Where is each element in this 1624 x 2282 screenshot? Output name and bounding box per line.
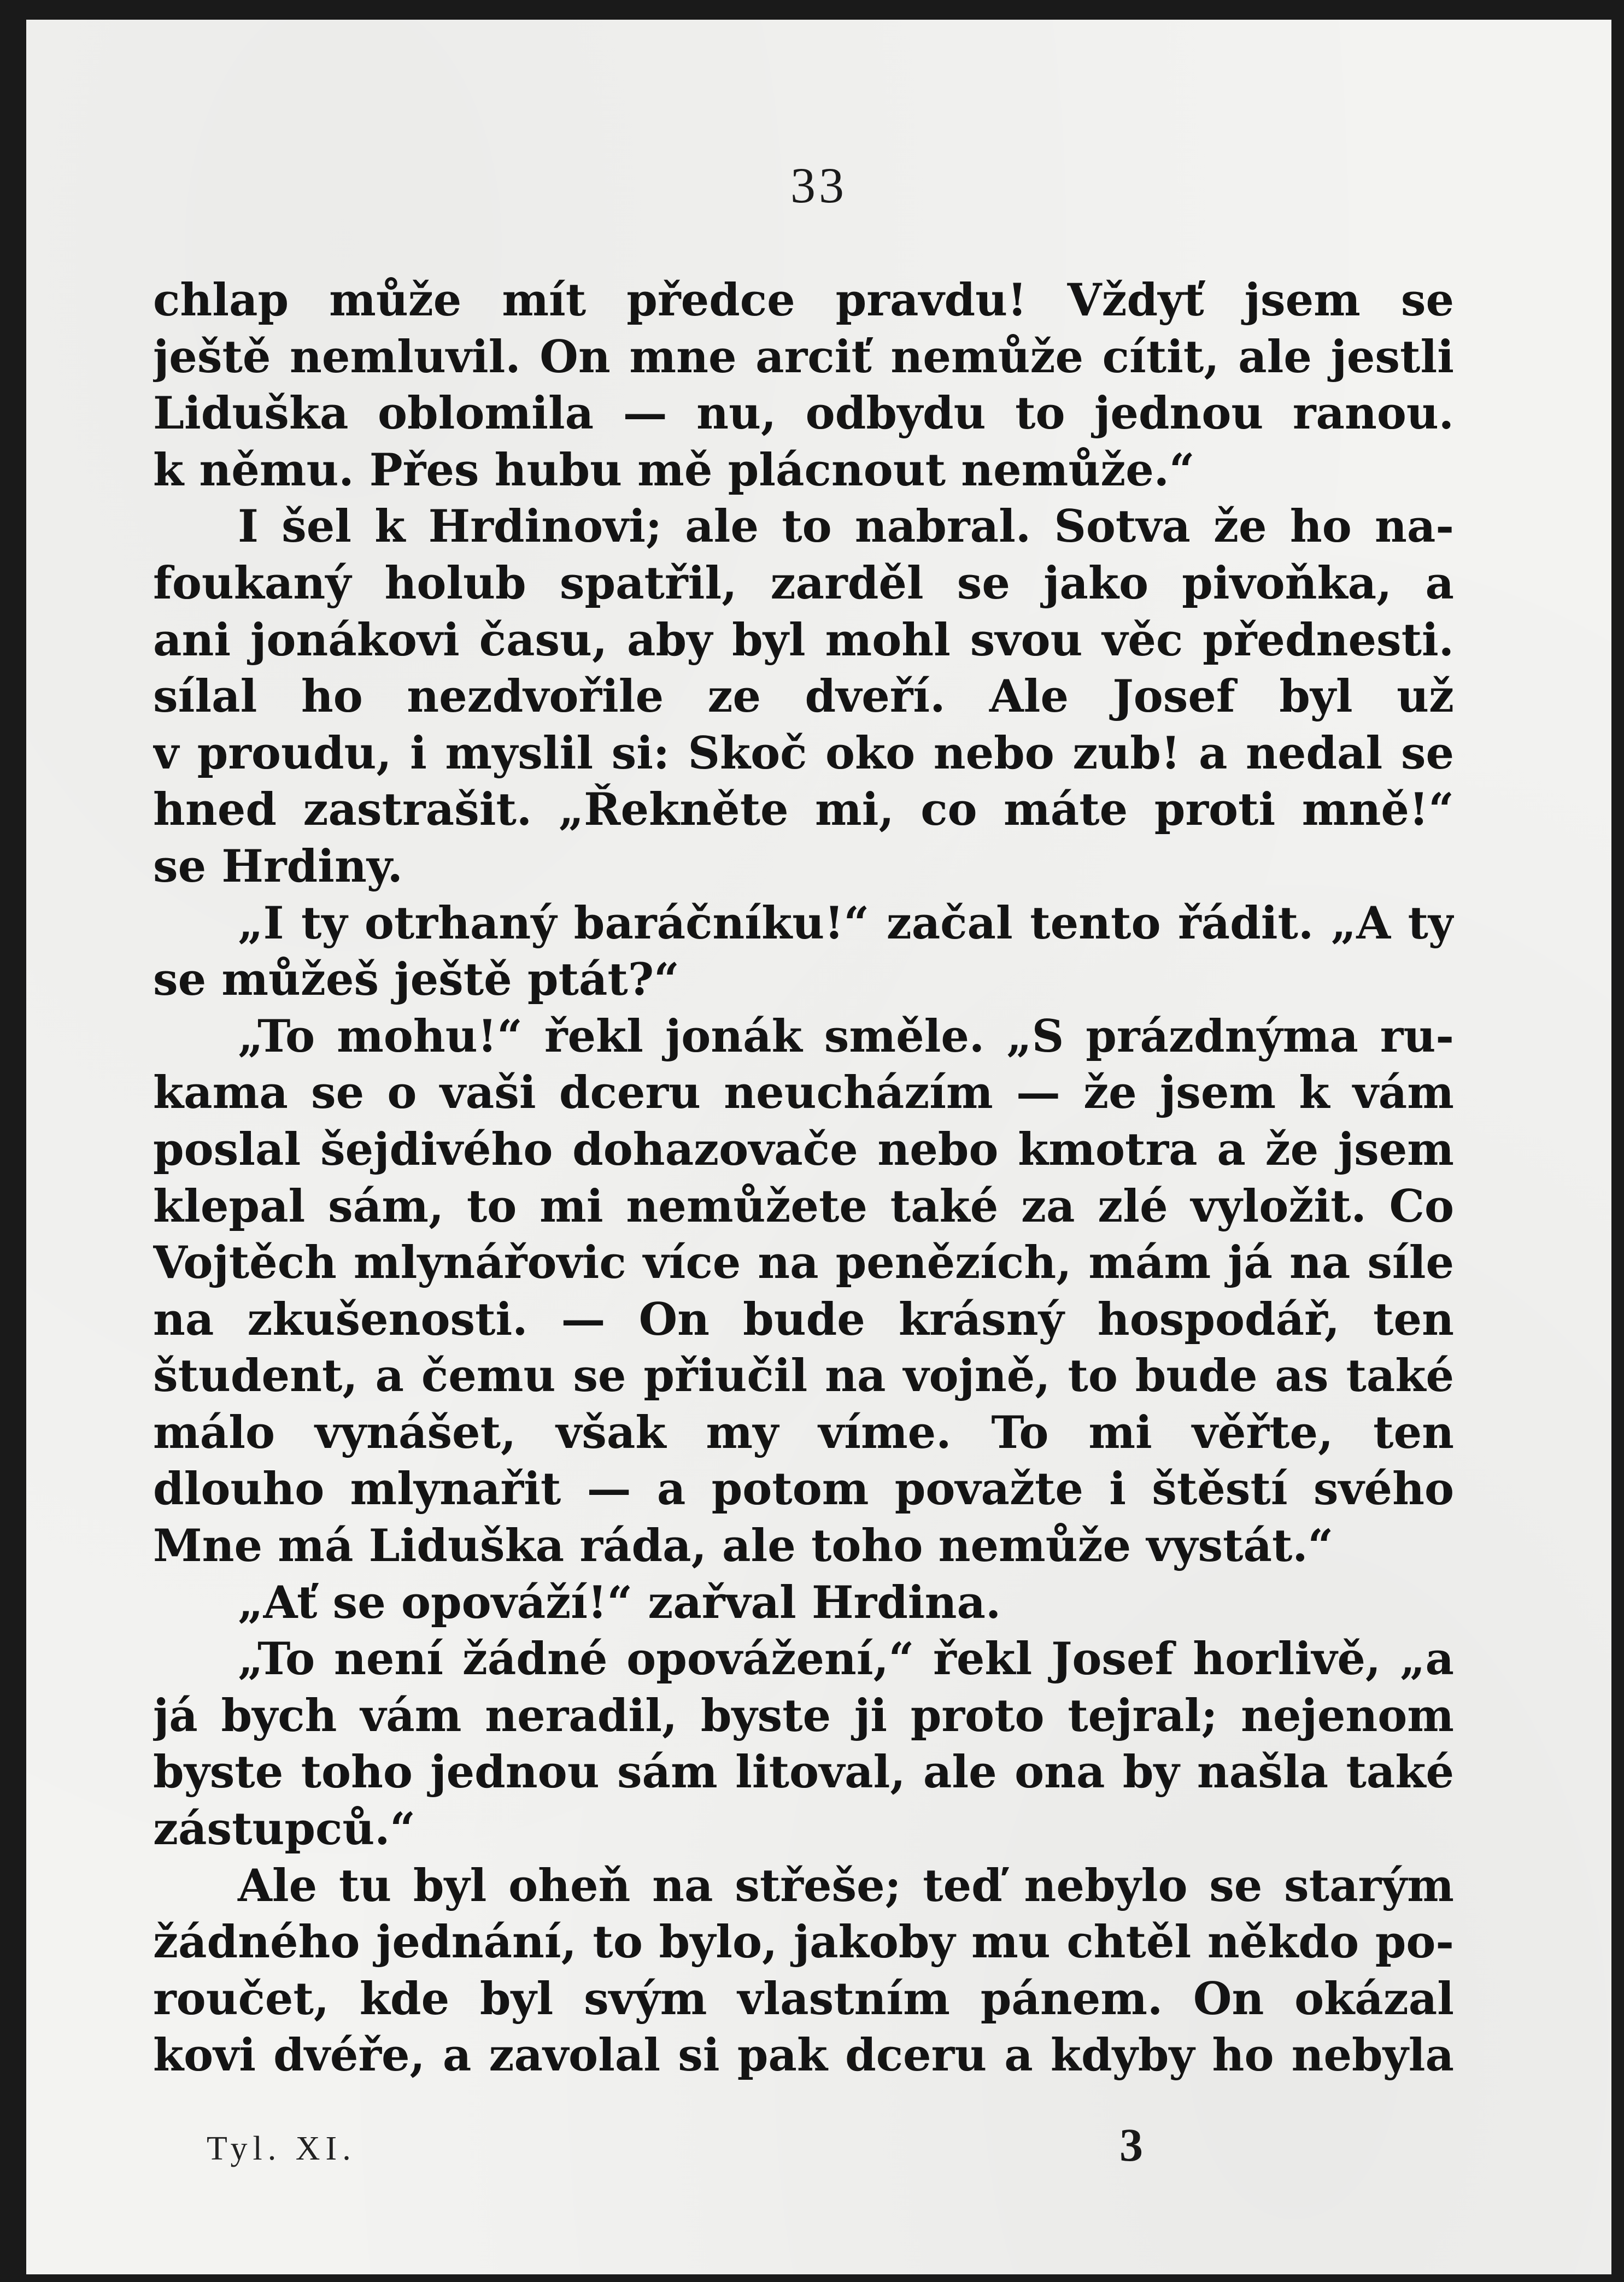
body-text	[153, 272, 1454, 2084]
text-line: hned zastrašit. „Řekněte mi, co máte proti mně!“	[153, 784, 1454, 836]
text-line: Liduška oblomila — nu, odbydu to jednou ranou.	[153, 388, 1454, 440]
text-line: foukaný holub spatřil, zarděl se jako pivoňka, a	[153, 557, 1454, 609]
text-line: poslal šejdivého dohazovače nebo kmotra a že jsem	[153, 1123, 1454, 1176]
text-line: „To mohu!“ řekl jonák směle. „S prázdnýma ru-	[238, 1010, 1454, 1063]
text-line: ještě nemluvil. On mne arciť nemůže cítit, ale jestli	[153, 331, 1454, 383]
text-line: I šel k Hrdinovi; ale to nabral. Sotva že ho na-	[238, 501, 1454, 553]
text-line: klepal sám, to mi nemůžete také za zlé vyložit. Co	[153, 1180, 1454, 1233]
footer-signature: Tyl. XI.	[207, 2130, 356, 2167]
footer-sheet-number: 3	[1119, 2119, 1143, 2171]
text-line: študent, a čemu se přiučil na vojně, to bude as také	[153, 1350, 1454, 1403]
text-line: „To není žádné opovážení,“ řekl Josef horlivě, „a	[238, 1633, 1454, 1686]
page-number: 33	[790, 157, 847, 213]
text-line: málo vynášet, však my víme. To mi věřte, ten	[153, 1406, 1454, 1459]
text-line: se Hrdiny.	[153, 840, 403, 893]
text-line: roučet, kde byl svým vlastním pánem. On okázal	[153, 1973, 1454, 2025]
text-line: na zkušenosti. — On bude krásný hospodář, ten	[153, 1293, 1454, 1346]
text-line: dlouho mlynařit — a potom považte i štěstí svého	[153, 1463, 1454, 1516]
text-line: sílal ho nezdvořile ze dveří. Ale Josef byl už	[153, 671, 1454, 723]
text-line: ani jonákovi času, aby byl mohl svou věc přednesti.	[153, 614, 1454, 666]
text-line: v proudu, i myslil si: Skoč oko nebo zub! a nedal se	[153, 727, 1454, 779]
text-line: se můžeš ještě ptát?“	[153, 954, 679, 1006]
text-line: kovi dvéře, a zavolal si pak dceru a kdyby ho nebyla	[153, 2029, 1454, 2082]
book-page	[26, 20, 1611, 2274]
text-line: Vojtěch mlynářovic více na penězích, mám já na síle	[153, 1237, 1454, 1289]
text-line: „Ať se opováží!“ zařval Hrdina.	[238, 1576, 1001, 1629]
text-line: Mne má Liduška ráda, ale toho nemůže vystát.“	[153, 1520, 1334, 1573]
text-line: já bych vám neradil, byste ji proto tejral; nejenom	[153, 1689, 1454, 1742]
text-line: k němu. Přes hubu mě plácnout nemůže.“	[153, 444, 1195, 496]
text-line: žádného jednání, to bylo, jakoby mu chtěl někdo po-	[153, 1916, 1454, 1969]
text-line: „I ty otrhaný baráčníku!“ začal tento řádit. „A ty	[238, 897, 1454, 949]
text-line: zástupců.“	[153, 1803, 416, 1856]
text-line: kama se o vaši dceru neucházím — že jsem k vám	[153, 1067, 1454, 1119]
text-line: byste toho jednou sám litoval, ale ona by našla také	[153, 1746, 1454, 1799]
scan-left-edge	[0, 0, 26, 2282]
text-line: chlap může mít předce pravdu! Vždyť jsem se	[153, 274, 1454, 326]
text-line: Ale tu byl oheň na střeše; teď nebylo se starým	[238, 1859, 1454, 1912]
